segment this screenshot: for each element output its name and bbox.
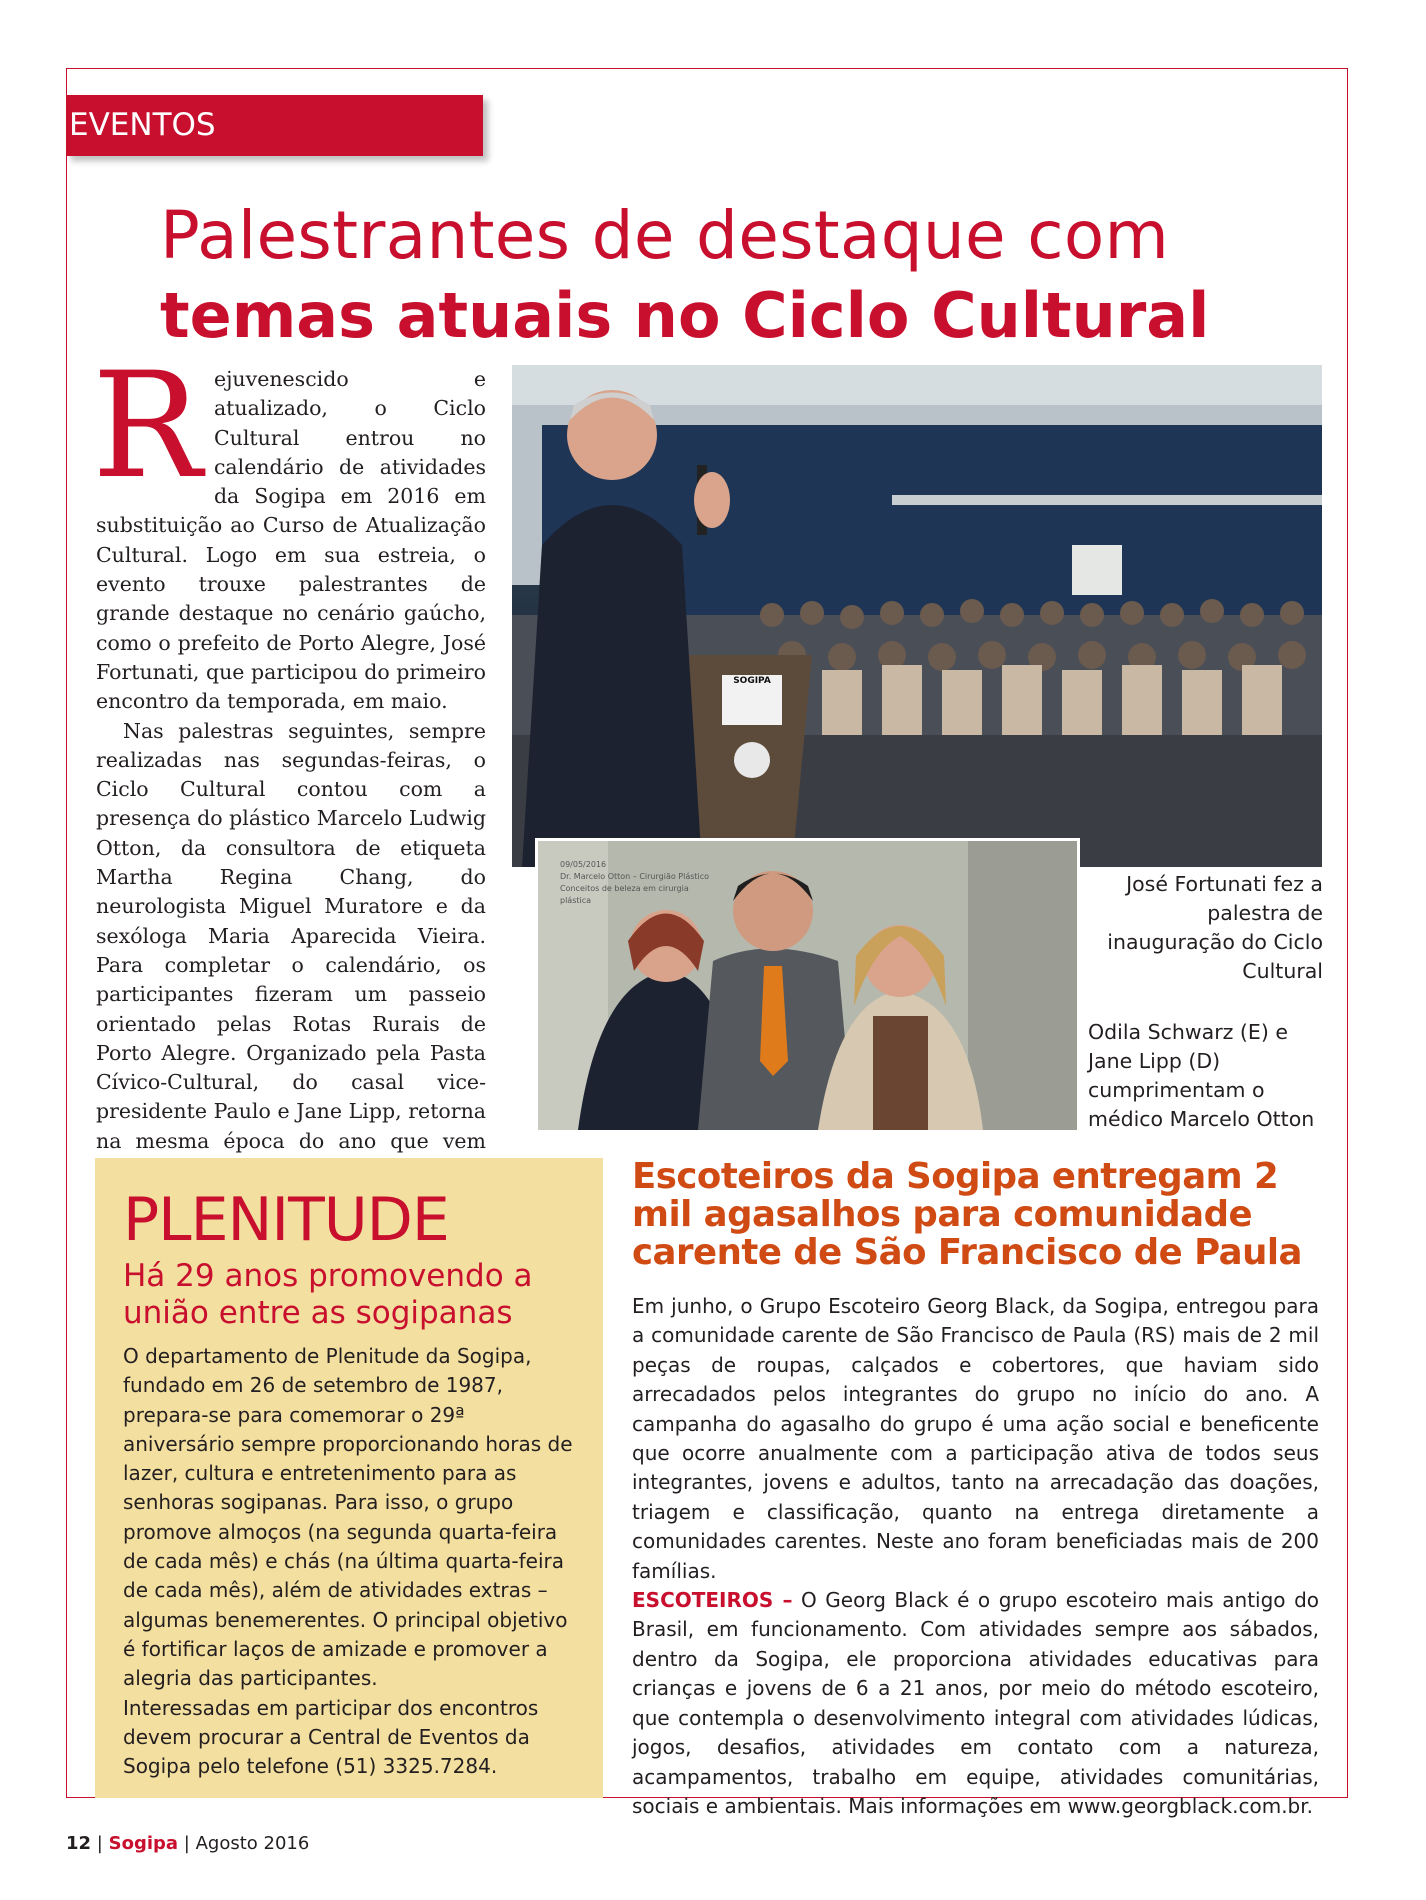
page-footer [66, 1833, 309, 1854]
headline [160, 196, 1290, 356]
plenitude-subtitle: Há 29 anos promovendo a união entre as sogipanas [123, 1258, 533, 1331]
slide-line-1: Dr. Marcelo Otton – Cirurgião Plástico [560, 872, 710, 881]
footer-separator-2: | [183, 1833, 190, 1854]
escoteiros-paragraph-2: O Georg Black é o grupo escoteiro mais antigo do Brasil, em funcionamento. Com atividades sempre aos sábados, dentro da Sogipa, ele proporciona atividades educativas para crianças e jovens de 6 a 21 anos, por meio do método escoteiro, que contempla o desenvolvimento integral com atividades lúdicas, jogos, desafios, atividades em contato com a natureza, acampamentos, trabalho em equipe, atividades comunitárias, sociais e ambientais. Mais informações em www.georgblack.com.br. [632, 1588, 1320, 1818]
caption-photo-1: José Fortunati fez a palestra de inauguração do Ciclo Cultural [1107, 872, 1323, 983]
headline-line-2: temas atuais no Ciclo Cultural [160, 279, 1210, 352]
plenitude-title: PLENITUDE [123, 1185, 449, 1255]
escoteiros-paragraph-1: Em junho, o Grupo Escoteiro Georg Black, da Sogipa, entregou para a comunidade carente de São Francisco de Paula (RS) mais de 2 mil peças de roupas, calçados e cobertores, que haviam sido arrecadados pelos integrantes do grupo no início do ano. A campanha do agasalho do grupo é uma ação social e beneficente que ocorre anualmente com a participação ativa de todos seus integrantes, jovens e adultos, tanto na arrecadação das doações, triagem e classificação, quanto na entrega diretamente a comunidades carentes. Neste ano foram beneficiadas mais de 200 famílias. [632, 1294, 1319, 1583]
main-paragraph-1-text: ejuvenescido e atualizado, o Ciclo Cultural entrou no calendário de atividades da Sogipa em 2016 em substituição ao Curso de Atualização Cultural. Logo em sua estreia, o evento trouxe palestrantes de grande destaque no cenário gaúcho, como o prefeito de Porto Alegre, José Fortunati, que participou do primeiro encontro da temporada, em maio. [96, 367, 486, 714]
plenitude-box [95, 1158, 603, 1798]
headline-line-1: Palestrantes de destaque com [160, 197, 1170, 274]
escoteiros-title: Escoteiros da Sogipa entregam 2 mil agasalhos para comunidade carente de São Francisco de Paula [632, 1156, 1302, 1273]
slide-text [560, 859, 720, 907]
issue-date: Agosto 2016 [195, 1833, 310, 1854]
main-paragraph-2: Nas palestras seguintes, sempre realizadas nas segundas-feiras, o Ciclo Cultural contou com a presença do plástico Marcelo Ludwig Otton, da consultora de etiqueta Martha Regina Chang, do neurologista Miguel Muratore e da sexóloga Maria Aparecida Vieira. Para completar o calendário, os participantes fizeram um passeio orientado pelas Rotas Rurais de Porto Alegre. Organizado pela Pasta Cívico-Cultural, do casal vice-presidente Paulo e Jane Lipp, retorna na mesma época do ano que vem [96, 718, 486, 1153]
slide-date: 09/05/2016 [560, 860, 607, 869]
main-article [92, 341, 486, 1185]
podium-logo: SOGIPA [722, 675, 782, 725]
plenitude-body-1: O departamento de Plenitude da Sogipa, fundado em 26 de setembro de 1987, prepara-se para comemorar o 29ª aniversário sempre proporcionando horas de lazer, cultura e entretenimento para as senhoras sogipanas. Para isso, o grupo promove almoços (na segunda quarta-feira de cada mês) e chás (na última quarta-feira de cada mês), além de atividades extras – algumas benemerentes. O principal objetivo é fortificar laços de amizade e promover a alegria das participantes. [123, 1344, 573, 1691]
magazine-name: Sogipa [108, 1833, 179, 1854]
main-paragraph-1 [92, 341, 486, 717]
plenitude-body-2: Interessadas em participar dos encontros devem procurar a Central de Eventos da Sogipa pelo telefone (51) 3325.7284. [123, 1695, 539, 1779]
photo-speaker-auditorium [512, 365, 1322, 867]
slide-line-2: Conceitos de beleza em cirurgia plástica [560, 884, 689, 905]
section-tag: EVENTOS [66, 95, 483, 156]
photo-greeting-group [538, 841, 1077, 1130]
footer-separator-1: | [96, 1833, 103, 1854]
caption-photo-2: Odila Schwarz (E) e Jane Lipp (D) cumprimentam o médico Marcelo Otton [1088, 1020, 1315, 1131]
escoteiros-article [632, 1292, 1319, 1821]
escoteiros-keyword: ESCOTEIROS – [632, 1588, 793, 1613]
page-number: 12 [66, 1833, 92, 1854]
drop-cap: R [92, 341, 202, 511]
photo-speaker-illustration [512, 365, 1322, 867]
